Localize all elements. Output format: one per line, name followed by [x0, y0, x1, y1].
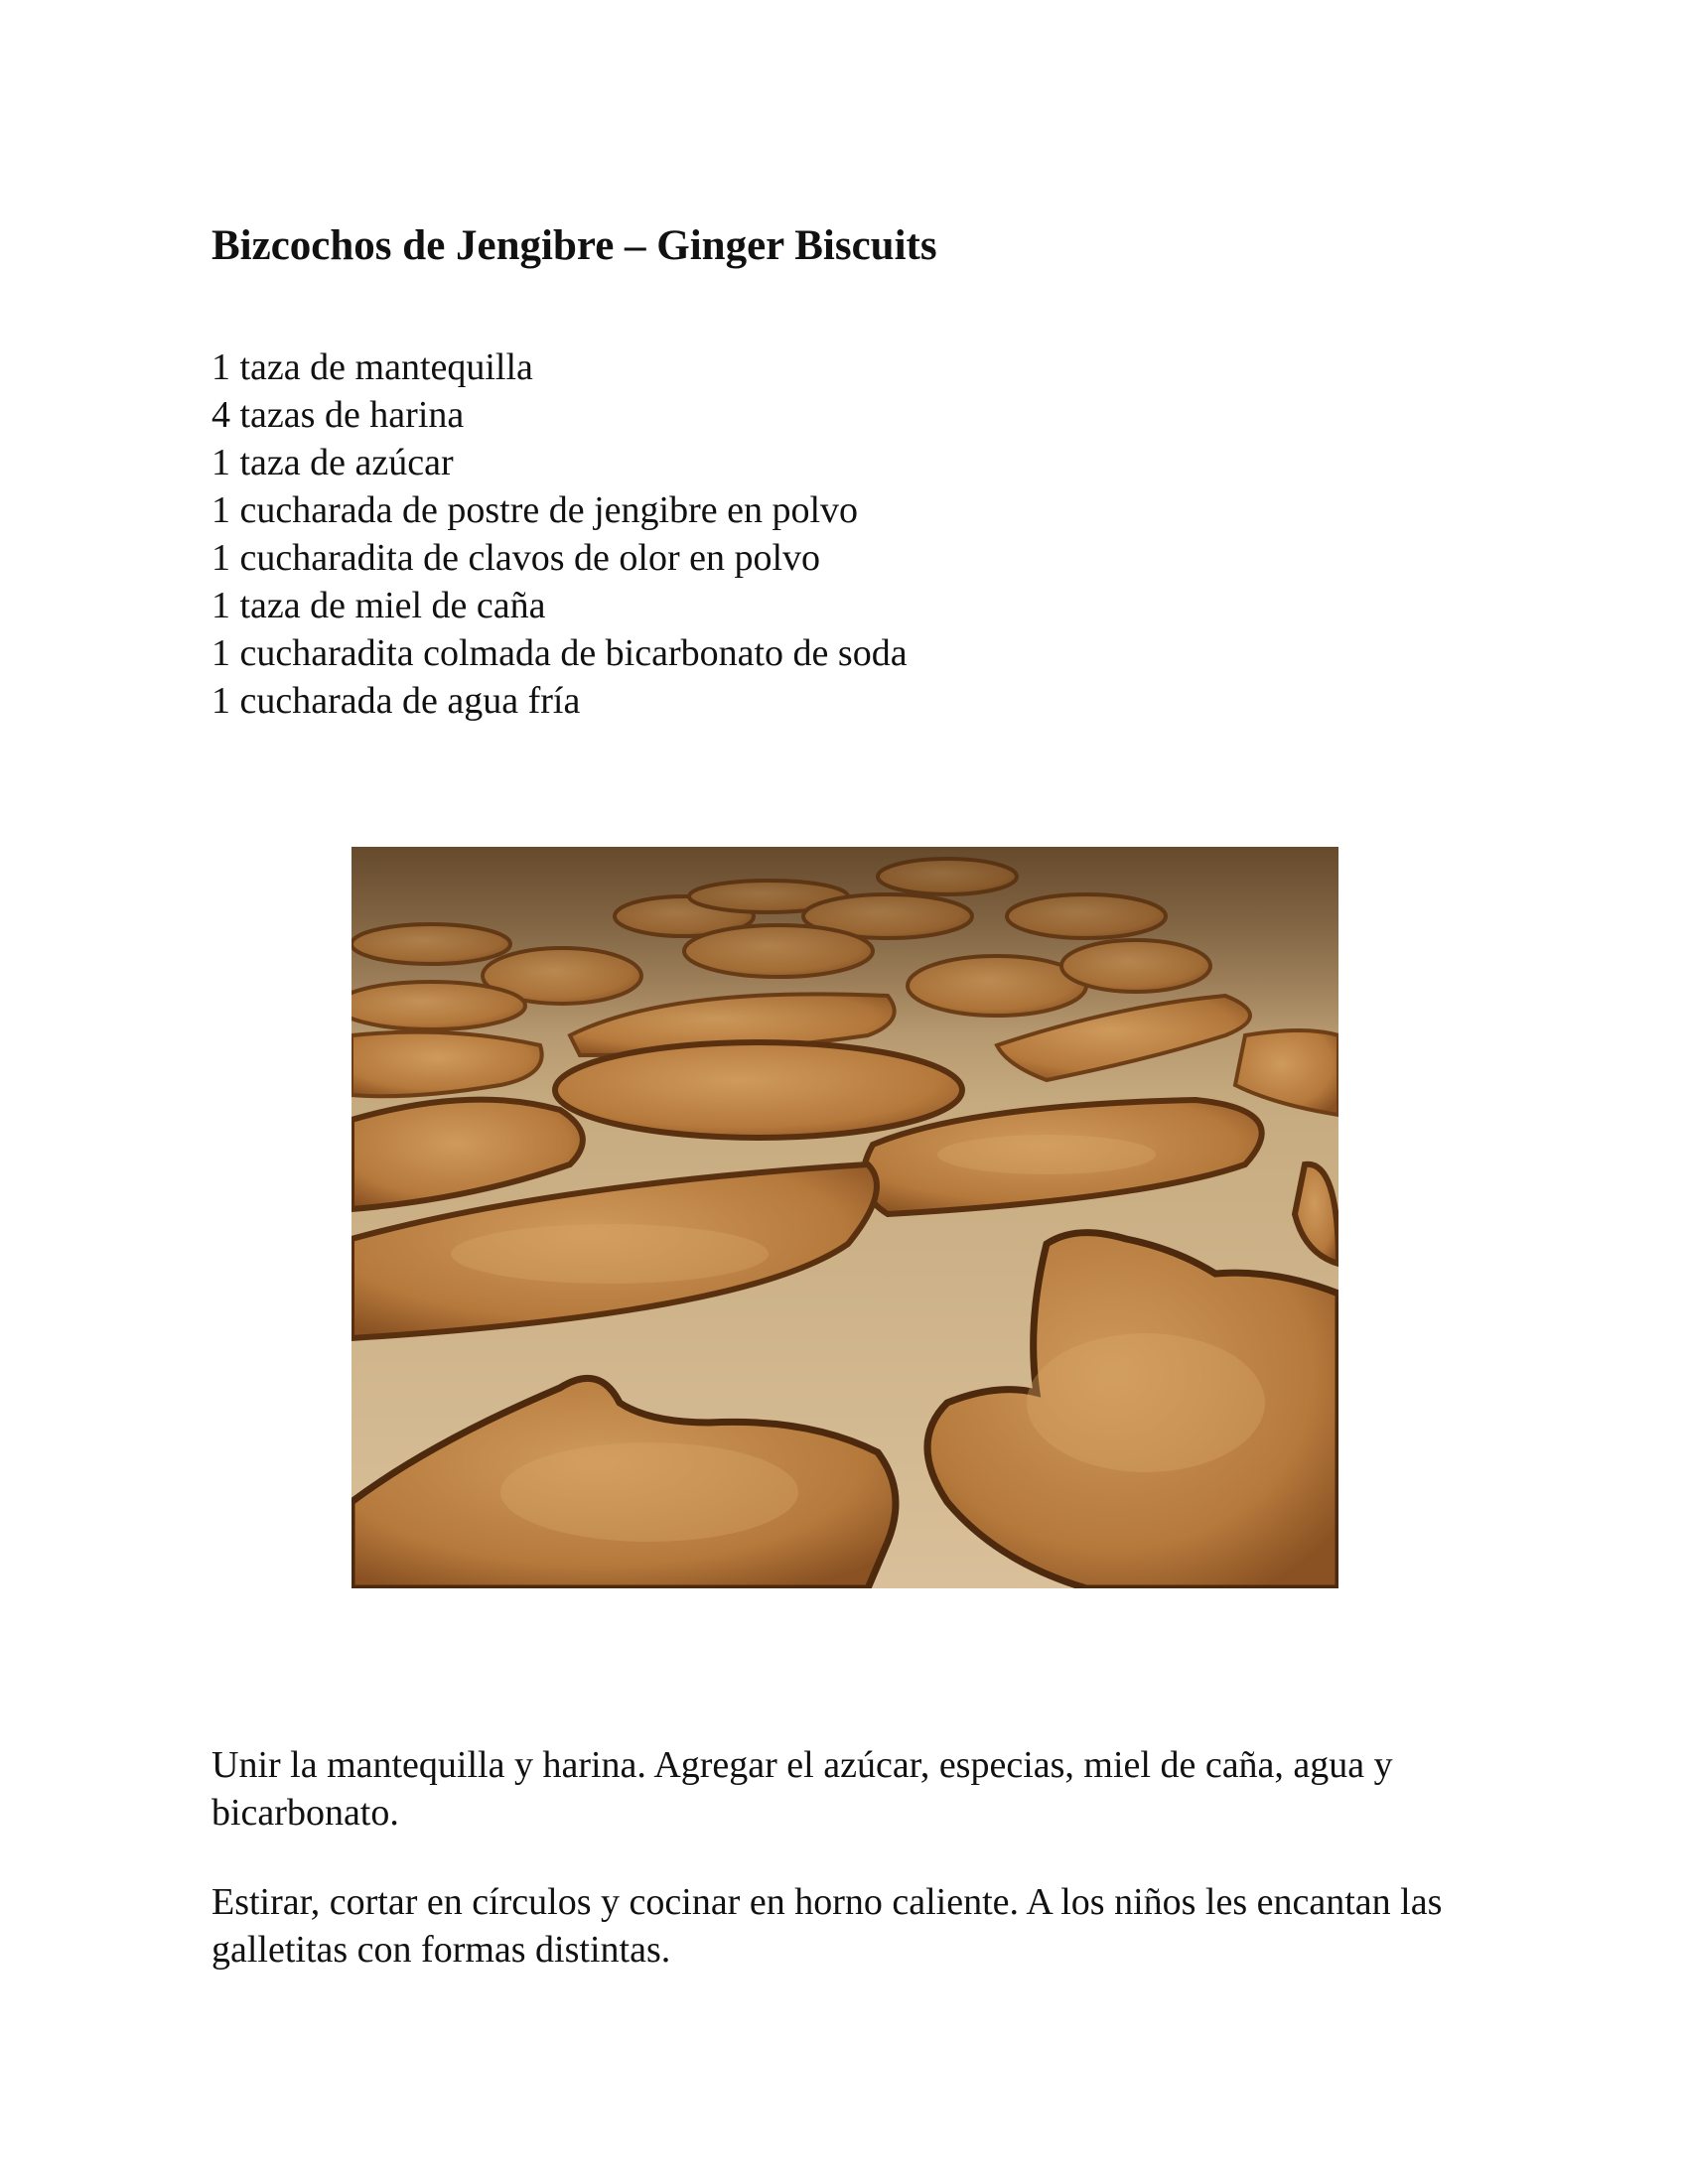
recipe-title: Bizcochos de Jengibre – Ginger Biscuits [211, 222, 937, 269]
instructions-paragraph: Unir la mantequilla y harina. Agregar el azúcar, especias, miel de caña, agua y bicarbonato. [211, 1744, 1393, 1834]
ingredient-item: 1 cucharada de postre de jengibre en polvo [211, 489, 859, 531]
biscuits-illustration [352, 847, 1338, 1588]
instructions-paragraph: Estirar, cortar en círculos y cocinar en horno caliente. A los niños les encantan las galletitas con formas distintas. [211, 1881, 1443, 1971]
ingredient-list [211, 343, 908, 725]
ingredient-item: 1 taza de azúcar [211, 442, 454, 483]
ingredient-item: 1 cucharadita colmada de bicarbonato de soda [211, 632, 908, 674]
ingredient-item: 1 cucharadita de clavos de olor en polvo [211, 537, 821, 579]
ingredient-item: 1 taza de miel de caña [211, 585, 546, 626]
ginger-biscuits-photo [352, 847, 1338, 1588]
ingredient-item: 4 tazas de harina [211, 394, 465, 436]
ingredient-item: 1 taza de mantequilla [211, 346, 533, 388]
ingredient-item: 1 cucharada de agua fría [211, 680, 581, 722]
